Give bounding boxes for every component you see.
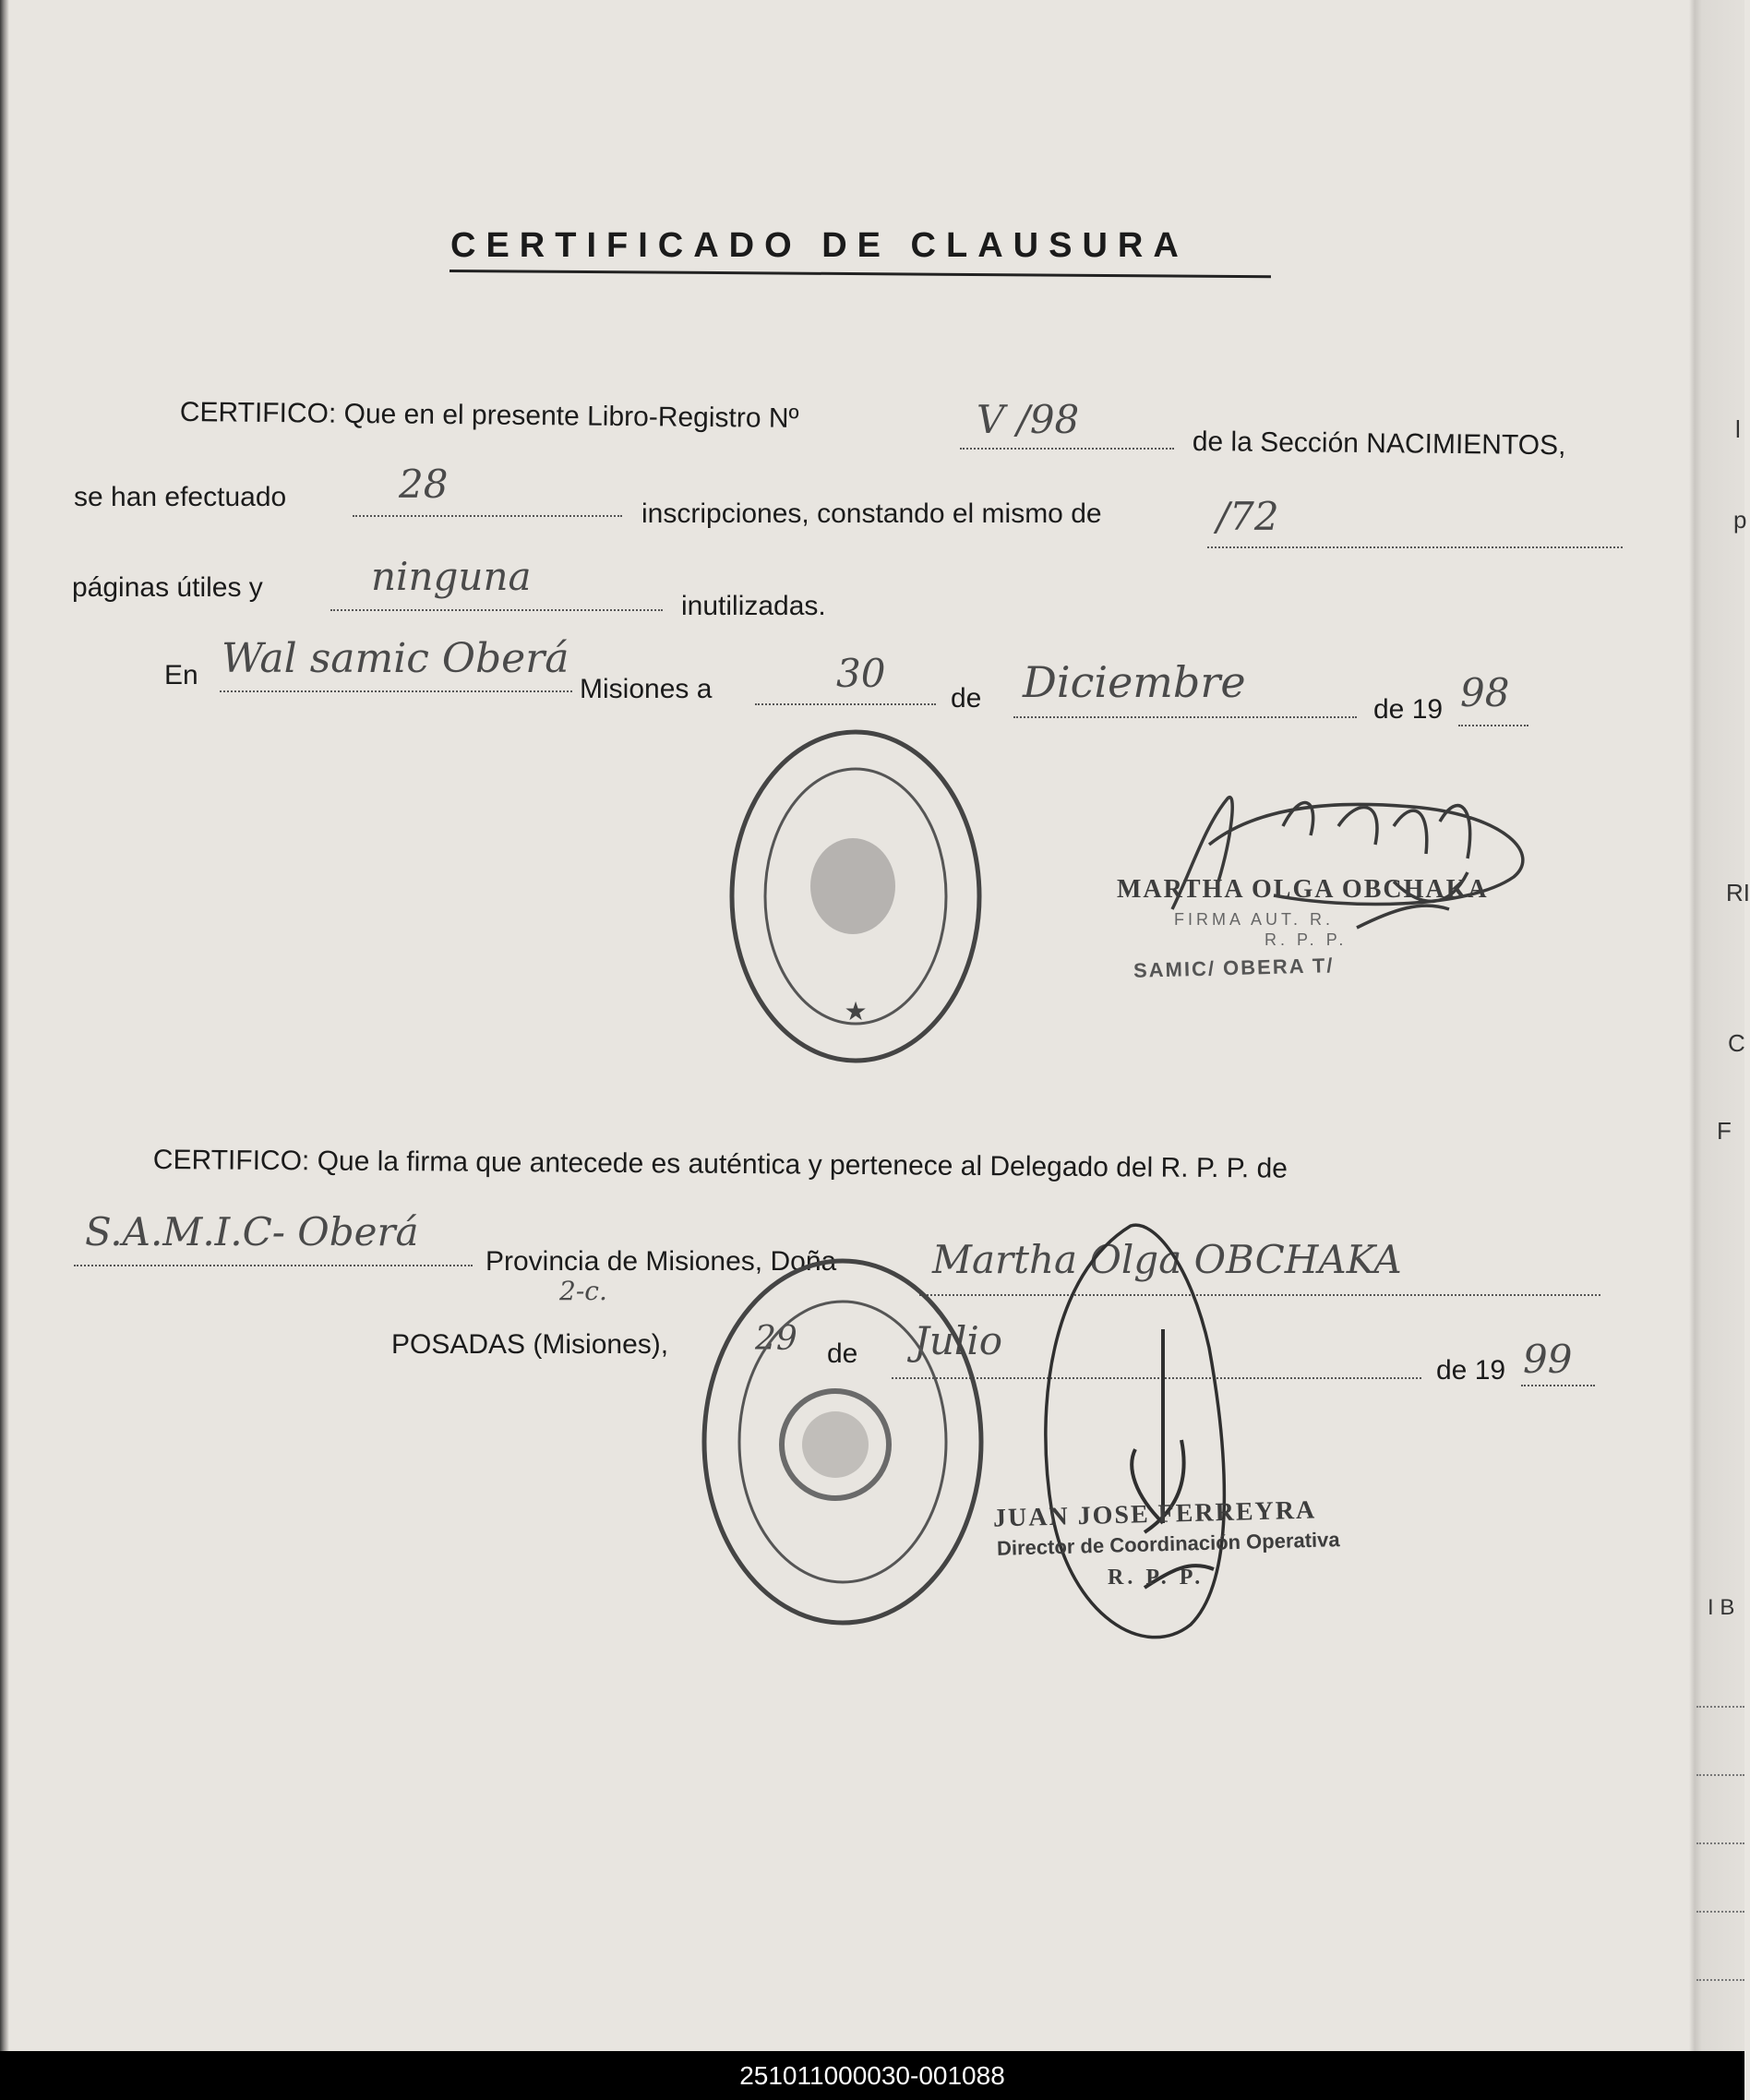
official-seal-1 [725, 725, 986, 1068]
signature-2 [1034, 1218, 1241, 1662]
cert1-line1-a: CERTIFICO: Que en el presente Libro-Registro Nº [179, 397, 799, 435]
stamp1-office: SAMIC/ OBERA T/ [1133, 954, 1335, 982]
dotted-line [1696, 1979, 1744, 1981]
dotted-line [330, 609, 663, 611]
title-underline [449, 270, 1271, 278]
dotted-line [1013, 716, 1357, 718]
handwritten-dia: 30 [836, 651, 886, 696]
stamp1-name: MARTHA OLGA OBCHAKA [1117, 875, 1489, 904]
document-title: CERTIFICADO DE CLAUSURA [450, 226, 1189, 265]
handwritten-dia: 29 [755, 1320, 797, 1358]
page-left-edge [0, 0, 9, 2051]
cert2-line1: CERTIFICO: Que la firma que antecede es auténtica y pertenece al Delegado del R. P. P. de [152, 1145, 1289, 1184]
handwritten-anio: 98 [1460, 670, 1510, 715]
cert1-line1-b: de la Sección NACIMIENTOS, [1192, 426, 1566, 462]
cert2-line3-anio-prefix: de 19 [1436, 1355, 1506, 1386]
stamp2-name: JUAN JOSE FERREYRA [992, 1495, 1317, 1533]
cert1-line4-misiones: Misiones a [580, 674, 713, 704]
adjacent-page-strip [1689, 0, 1750, 2051]
dotted-line [220, 690, 572, 692]
cert1-line3-b: inutilizadas. [681, 591, 826, 621]
dotted-line [755, 703, 936, 705]
official-seal-2 [688, 1246, 1001, 1634]
dotted-line [1696, 1842, 1744, 1844]
dotted-line [1696, 1774, 1744, 1776]
dotted-line [1696, 1911, 1744, 1913]
cert2-line3-a: POSADAS (Misiones), [391, 1329, 669, 1360]
handwritten-note: 2-c. [559, 1276, 607, 1306]
handwritten-lugar: Wal samic Oberá [222, 635, 569, 682]
archive-code: 251011000030-001088 [739, 2061, 1005, 2090]
cert1-line2-b: inscripciones, constando el mismo de [641, 498, 1102, 529]
svg-text:★: ★ [844, 996, 868, 1026]
handwritten-mes: Diciembre [1023, 657, 1246, 707]
handwritten-nombre: Martha Olga OBCHAKA [932, 1237, 1402, 1282]
cert2-line2-a: Provincia de Misiones, Doña [485, 1246, 837, 1277]
dotted-line [919, 1294, 1600, 1296]
handwritten-delegacion: S.A.M.I.C- Oberá [85, 1209, 419, 1254]
fragment-6: I B [1708, 1595, 1735, 1620]
handwritten-paginas: /72 [1217, 494, 1279, 539]
fragment-4: C [1728, 1029, 1745, 1057]
stamp1-rpp: R. P. P. [1265, 930, 1348, 949]
dotted-line [1521, 1385, 1595, 1386]
cert1-line4-en: En [164, 660, 198, 690]
dotted-line [353, 515, 622, 517]
dotted-line [1696, 1706, 1744, 1708]
archive-code-bar [0, 2051, 1744, 2100]
cert1-line4-anio-prefix: de 19 [1373, 694, 1444, 725]
stamp2-title: Director de Coordinación Operativa [996, 1528, 1340, 1560]
cert2-line3-de: de [827, 1338, 858, 1369]
fragment-3: RI [1726, 879, 1750, 906]
stamp2-rpp: R. P. P. [1108, 1566, 1205, 1590]
handwritten-libro-number: V /98 [977, 397, 1080, 442]
fragment-2: p [1733, 506, 1747, 534]
fragment-5: F [1717, 1117, 1732, 1145]
stamp1-role: FIRMA AUT. R. [1174, 910, 1335, 929]
handwritten-anio: 99 [1523, 1337, 1573, 1382]
handwritten-inscripciones: 28 [399, 462, 449, 507]
cert1-line3-a: páginas útiles y [72, 572, 263, 603]
dotted-line [1458, 725, 1528, 726]
cert1-line4-de: de [951, 683, 982, 714]
dotted-line [960, 448, 1174, 450]
handwritten-inutilizadas: ninguna [371, 554, 532, 599]
fragment-1: l [1735, 415, 1741, 443]
dotted-line [74, 1265, 473, 1266]
handwritten-mes: Julio [914, 1318, 1003, 1363]
cert1-line2-a: se han efectuado [74, 482, 287, 512]
dotted-line [1207, 546, 1623, 548]
